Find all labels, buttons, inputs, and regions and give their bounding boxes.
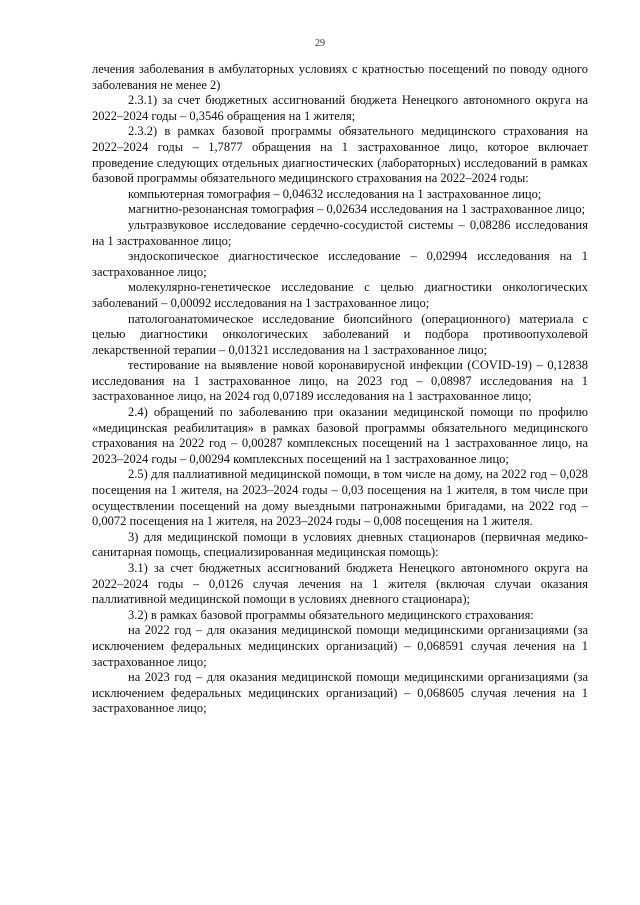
document-body	[92, 62, 588, 717]
page-number: 29	[315, 38, 325, 49]
paragraph: молекулярно-генетическое исследование с целью диагностики онкологических заболеваний – 0,00092 исследования на 1 застрахованное лицо;	[92, 280, 588, 310]
paragraph: ультразвуковое исследование сердечно-сосудистой системы – 0,08286 исследования на 1 застрахованное лицо;	[92, 217, 588, 248]
paragraph: 3.1) за счет бюджетных ассигнований бюджета Ненецкого автономного округа на 2022–2024 годы – 0,0126 случая лечения на 1 жителя (включая случаи оказания паллиативной медицинской помощи в условиях дневного стационара);	[92, 561, 588, 607]
paragraph: 2.3.2) в рамках базовой программы обязательного медицинского страхования на 2022–2024 годы – 1,7877 обращения на 1 застрахованное лицо, которое включает проведение следующих отдельных диагностических (лабораторных) исследований в рамках базовой программы обязательного медицинского страхования на 2022–2024 годы:	[92, 124, 588, 186]
paragraph: 3.2) в рамках базовой программы обязательного медицинского страхования:	[128, 607, 534, 622]
paragraph: патологоанатомическое исследование биопсийного (операционного) материала с целью диагностики онкологических заболеваний и подбора противоопухолевой лекарственной терапии – 0,01321 исследования на 1 застрахованное лицо;	[92, 311, 588, 357]
paragraph: 2.3.1) за счет бюджетных ассигнований бюджета Ненецкого автономного округа на 2022–2024 годы – 0,3546 обращения на 1 жителя;	[92, 93, 588, 123]
paragraph: 2.5) для паллиативной медицинской помощи, в том числе на дому, на 2022 год – 0,028 посещения на 1 жителя, на 2023–2024 годы – 0,03 посещения на 1 жителя, в том числе при осуществлении посещений на дому выездными патронажными бригадами, на 2022 год – 0,0072 посещения на 1 жителя, на 2023–2024 годы – 0,008 посещения на 1 жителя.	[92, 467, 588, 529]
paragraph: на 2023 год – для оказания медицинской помощи медицинскими организациями (за исключением федеральных медицинских организаций) – 0,068605 случая лечения на 1 застрахованное лицо;	[92, 670, 588, 716]
paragraph: 2.4) обращений по заболеванию при оказании медицинской помощи по профилю «медицинская реабилитация» в рамках базовой программы обязательного медицинского страхования на 2022 год – 0,00287 комплексных посещений на 1 застрахованное лицо, на 2023–2024 годы – 0,00294 комплексных посещений на 1 застрахованное лицо;	[92, 405, 588, 466]
paragraph: лечения заболевания в амбулаторных условиях с кратностью посещений по поводу одного заболевания не менее 2)	[92, 62, 588, 92]
paragraph: компьютерная томография – 0,04632 исследования на 1 застрахованное лицо;	[128, 186, 542, 201]
paragraph: на 2022 год – для оказания медицинской помощи медицинскими организациями (за исключением федеральных медицинских организаций) – 0,068591 случая лечения на 1 застрахованное лицо;	[92, 623, 588, 669]
paragraph: магнитно-резонансная томография – 0,02634 исследования на 1 застрахованное лицо;	[128, 202, 586, 217]
paragraph: 3) для медицинской помощи в условиях дневных стационаров (первичная медико-санитарная помощь, специализированная медицинская помощь):	[92, 529, 588, 560]
paragraph: эндоскопическое диагностическое исследование – 0,02994 исследования на 1 застрахованное лицо;	[92, 249, 588, 279]
paragraph: тестирование на выявление новой коронавирусной инфекции (COVID-19) – 0,12838 исследования на 1 застрахованное лицо, на 2023 год – 0,08987 исследования на 1 застрахованное лицо, на 2024 год 0,07189 исследования на 1 застрахованное лицо;	[92, 358, 588, 404]
